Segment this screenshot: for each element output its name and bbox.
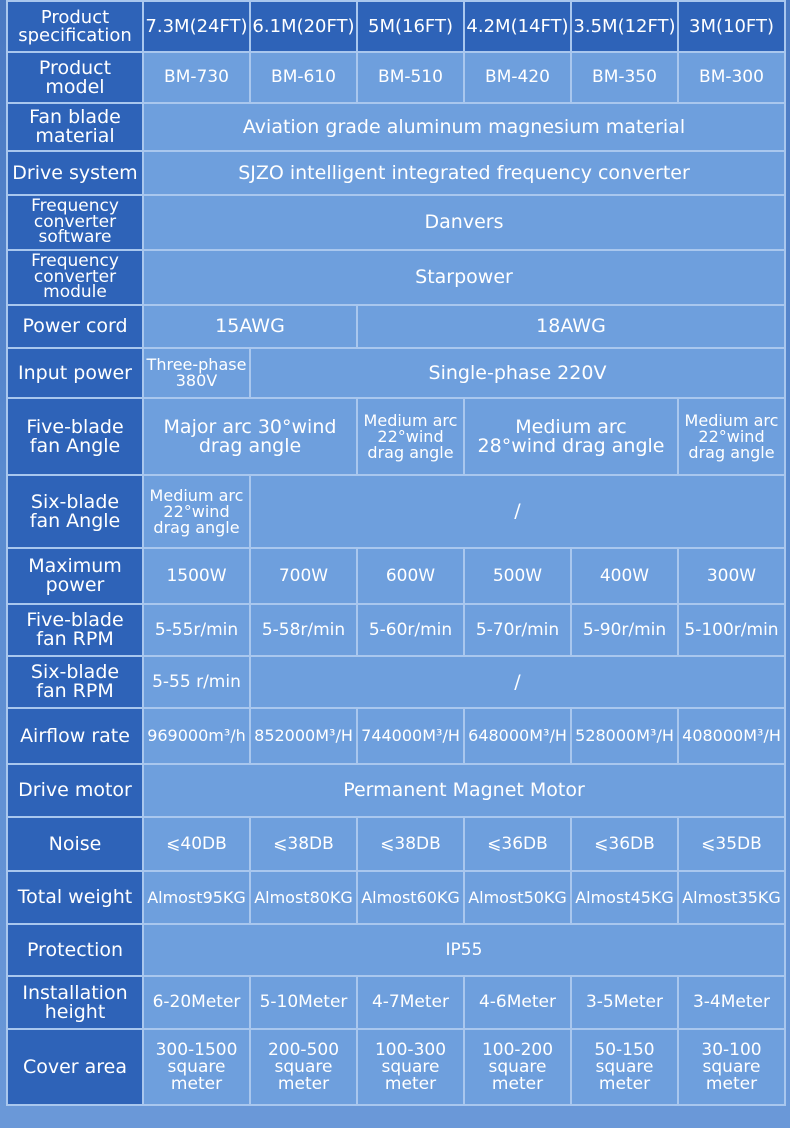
row-header: Frequency converter module <box>7 250 143 305</box>
row-header: Power cord <box>7 305 143 348</box>
cell: 15AWG <box>143 305 357 348</box>
row-cover-area <box>7 1029 785 1105</box>
cell: BM-510 <box>357 52 464 103</box>
cell: 5M(16FT) <box>357 1 464 52</box>
row-header: Total weight <box>7 871 143 924</box>
cell: / <box>250 656 785 708</box>
row-product-model <box>7 52 785 103</box>
cell-merged: Aviation grade aluminum magnesium material <box>143 103 785 151</box>
cell: 6-20Meter <box>143 976 250 1029</box>
cell: 18AWG <box>357 305 785 348</box>
cell: 648000M³/H <box>464 708 571 764</box>
cell: / <box>250 475 785 548</box>
row-header: Product model <box>7 52 143 103</box>
cell: 3M(10FT) <box>678 1 785 52</box>
row-product-specification <box>7 1 785 52</box>
cell: Almost60KG <box>357 871 464 924</box>
cell: 852000M³/H <box>250 708 357 764</box>
row-six-blade-fan-angle <box>7 475 785 548</box>
cell: BM-730 <box>143 52 250 103</box>
cell: BM-350 <box>571 52 678 103</box>
cell: ⩽36DB <box>464 817 571 871</box>
cell: 30-100 square meter <box>678 1029 785 1105</box>
cell: Medium arc 22°wind drag angle <box>678 398 785 475</box>
row-header: Five-blade fan Angle <box>7 398 143 475</box>
cell: BM-300 <box>678 52 785 103</box>
cell: 5-60r/min <box>357 604 464 656</box>
cell: Single-phase 220V <box>250 348 785 398</box>
cell: 5-90r/min <box>571 604 678 656</box>
row-header: Drive system <box>7 151 143 195</box>
row-drive-system <box>7 151 785 195</box>
cell: 4-7Meter <box>357 976 464 1029</box>
cell: Almost45KG <box>571 871 678 924</box>
cell: 528000M³/H <box>571 708 678 764</box>
row-power-cord <box>7 305 785 348</box>
cell: Medium arc 22°wind drag angle <box>143 475 250 548</box>
cell: 3.5M(12FT) <box>571 1 678 52</box>
row-noise <box>7 817 785 871</box>
row-header: Maximum power <box>7 548 143 604</box>
cell: 744000M³/H <box>357 708 464 764</box>
cell: Almost35KG <box>678 871 785 924</box>
cell: 700W <box>250 548 357 604</box>
row-header: Noise <box>7 817 143 871</box>
cell: 3-4Meter <box>678 976 785 1029</box>
cell: ⩽35DB <box>678 817 785 871</box>
cell: 5-70r/min <box>464 604 571 656</box>
cell: 7.3M(24FT) <box>143 1 250 52</box>
row-frequency-converter-software <box>7 195 785 250</box>
cell: ⩽38DB <box>357 817 464 871</box>
row-frequency-converter-module <box>7 250 785 305</box>
row-five-blade-fan-rpm <box>7 604 785 656</box>
row-drive-motor <box>7 764 785 817</box>
row-header: Installation height <box>7 976 143 1029</box>
cell: 6.1M(20FT) <box>250 1 357 52</box>
cell-merged: Starpower <box>143 250 785 305</box>
spec-table <box>6 0 786 1106</box>
row-header: Drive motor <box>7 764 143 817</box>
cell: 5-10Meter <box>250 976 357 1029</box>
cell: Three-phase 380V <box>143 348 250 398</box>
cell: 4.2M(14FT) <box>464 1 571 52</box>
cell: ⩽40DB <box>143 817 250 871</box>
cell: 4-6Meter <box>464 976 571 1029</box>
row-header: Six-blade fan Angle <box>7 475 143 548</box>
cell-merged: IP55 <box>143 924 785 976</box>
cell: Medium arc 22°wind drag angle <box>357 398 464 475</box>
row-six-blade-fan-rpm <box>7 656 785 708</box>
row-installation-height <box>7 976 785 1029</box>
cell: 100-300 square meter <box>357 1029 464 1105</box>
row-input-power <box>7 348 785 398</box>
row-header: Fan blade material <box>7 103 143 151</box>
cell: 300W <box>678 548 785 604</box>
cell: 408000M³/H <box>678 708 785 764</box>
cell: 600W <box>357 548 464 604</box>
cell: Almost95KG <box>143 871 250 924</box>
row-header: Protection <box>7 924 143 976</box>
cell: 200-500 square meter <box>250 1029 357 1105</box>
cell: BM-420 <box>464 52 571 103</box>
cell: 100-200 square meter <box>464 1029 571 1105</box>
cell: 5-55 r/min <box>143 656 250 708</box>
cell: 400W <box>571 548 678 604</box>
row-fan-blade-material <box>7 103 785 151</box>
cell: 5-55r/min <box>143 604 250 656</box>
cell: Medium arc 28°wind drag angle <box>464 398 678 475</box>
cell: 5-58r/min <box>250 604 357 656</box>
row-maximum-power <box>7 548 785 604</box>
row-header: Cover area <box>7 1029 143 1105</box>
cell: 1500W <box>143 548 250 604</box>
row-total-weight <box>7 871 785 924</box>
row-header: Input power <box>7 348 143 398</box>
cell: 3-5Meter <box>571 976 678 1029</box>
row-five-blade-fan-angle <box>7 398 785 475</box>
row-header: Product specification <box>7 1 143 52</box>
cell: ⩽38DB <box>250 817 357 871</box>
cell: 500W <box>464 548 571 604</box>
row-protection <box>7 924 785 976</box>
cell: Almost80KG <box>250 871 357 924</box>
cell: 969000m³/h <box>143 708 250 764</box>
row-header: Frequency converter software <box>7 195 143 250</box>
cell: Major arc 30°wind drag angle <box>143 398 357 475</box>
cell-merged: SJZO intelligent integrated frequency converter <box>143 151 785 195</box>
cell: 50-150 square meter <box>571 1029 678 1105</box>
row-header: Five-blade fan RPM <box>7 604 143 656</box>
cell: 5-100r/min <box>678 604 785 656</box>
cell-merged: Danvers <box>143 195 785 250</box>
cell-merged: Permanent Magnet Motor <box>143 764 785 817</box>
cell: ⩽36DB <box>571 817 678 871</box>
cell: 300-1500 square meter <box>143 1029 250 1105</box>
row-header: Airflow rate <box>7 708 143 764</box>
cell: Almost50KG <box>464 871 571 924</box>
row-airflow-rate <box>7 708 785 764</box>
cell: BM-610 <box>250 52 357 103</box>
row-header: Six-blade fan RPM <box>7 656 143 708</box>
